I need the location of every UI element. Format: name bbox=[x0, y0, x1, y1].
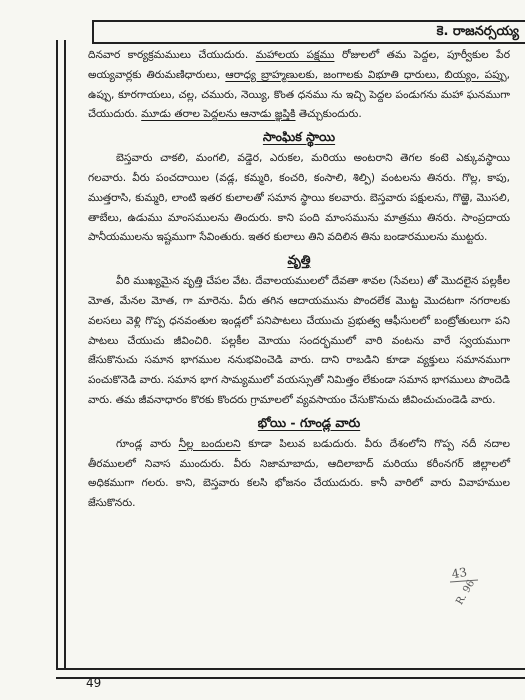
page-content bbox=[88, 46, 510, 514]
paragraph-social-status: బెస్తవారు చాకలి, మంగలి, వడ్డెర, ఎరుకల, మరియు అంటరాని తెగల కంటె ఎక్కువస్థాయి గలవారు. వీరు పంచదాయిల (వడ్ల, కమ్మరి, కంచరి, కంసాలి, శిల్పి) వంటలను తినరు. గొల్ల, కాపు, ముత్తరాసి, కుమ్మరి, లాంటి ఇతర కులాలతో సమాన స్థాయి కలవారు. బెస్తవారు పక్షులను, గొఱ్ఱె, మొసలి, తాబేలు, ఉడుము మాంసములను తిందురు. కాని పంది మాంసమును మాత్రము తినరు. సాంప్రదాయ పానీయములను ఇష్టముగా సేవింతురు. ఇతర కులాలు తిని వదిలిన తిను బండారములను ముట్టరు. bbox=[88, 152, 510, 244]
author-header-bar bbox=[92, 20, 525, 44]
heading-social-status bbox=[88, 125, 510, 149]
text-span: దినవార కార్యక్రమములు చేయుదురు. bbox=[88, 49, 256, 61]
text-span: , ఉప్పు, కూరగాయలు, చల్ల, చమురు, నెయ్యి, కొంత ధనము ను ఇచ్చి పెద్దల పండుగను మహా ఘనముగా చేయుదురు. bbox=[88, 68, 510, 121]
underlined-text: మహాలయ పక్షము bbox=[255, 49, 335, 61]
underlined-text: నీల్ల బందులని bbox=[178, 437, 241, 450]
handwritten-annotation bbox=[448, 560, 486, 612]
heading-bhoi-gundla bbox=[88, 411, 510, 435]
paragraph-rituals bbox=[88, 46, 510, 125]
handwritten-top: 43 bbox=[450, 564, 469, 582]
text-span: కూడా పిలువ బడుదురు. వీరు దేశంలోని గొప్ప నదీ నదాల తీరములలో నివాస ముందురు. వీరు నిజామాబాదు, ఆదిలాబాద్ మరియు కరీంనగర్ జిల్లాలలో అధికముగా గలరు. కాని, బెస్తవారు కలసి భోజనం చేయుదురు. కానీ వారిలో వారు వివాహముల జేసుకొనరు. bbox=[88, 437, 510, 510]
underlined-text: ఆరాధ్య బ్రాహ్మణులకు, జంగాలకు విభూతి ధారులు, బియ్యం, పప్పు bbox=[225, 68, 507, 81]
heading-occupation bbox=[88, 248, 510, 272]
paragraph-bhoi-gundla bbox=[88, 435, 510, 514]
text-span: రోజులలో తమ పెద్దల, పూర్వీకుల పేర అయ్యవార్లకు తిరుమణిధారులు, bbox=[88, 49, 511, 81]
heading-text: సాంఘిక స్థాయి bbox=[262, 129, 336, 145]
heading-text: భోయి - గూండ్ల వారు bbox=[257, 414, 361, 430]
text-span: గూండ్ల వారు bbox=[116, 437, 179, 450]
page-number: 49 bbox=[86, 676, 102, 690]
text-span: తెచ్చుకుందురు. bbox=[295, 108, 362, 121]
left-margin-rule bbox=[56, 40, 66, 670]
underlined-text: మూడు తరాల పెద్దలను ఆనాడు జ్ఞప్తికి bbox=[141, 108, 296, 121]
heading-text: వృత్తి bbox=[287, 252, 311, 268]
author-name: కె. రాజనర్సయ్య bbox=[436, 24, 519, 39]
handwritten-bottom: R. 96 bbox=[454, 578, 478, 607]
paragraph-occupation: వీరి ముఖ్యమైన వృత్తి చేపల వేట. దేవాలయములలో దేవతా శావల (సేవలు) తో మొదలైన పల్లకీల మోత, మేనల మోత, గా మారెను. వీరు తగిన ఆదాయమును పొందలేక మొట్ట మొదటగా నగరాలకు వలసలు వెళ్లి గొప్ప ధనవంతుల ఇండ్లలో పనిపాటలు చేయుచు ప్రభుత్వ ఆఫీసులలో బంట్రోతులుగా పని పాటలు చేయుచు జీవించిరి. పల్లకీల మోయు సందర్భములో వారి వంటను వారే స్వయముగా జేసుకొనుచు సమాన భాగముల ననుభవించెడి వారు. దాని రాబడిని కూడా వ్యక్తులు సమానముగా పంచుకొనెడి వారు. సమాన భాగ సామ్యములో వయస్సుతో నిమిత్తం లేకుండా సమాన భాగములు పొందెడి వారు. తమ జీవనాధారం కొరకు కొందరు గ్రామాలలో వ్యవసాయం చేసుకొనుచు జీవించుచుండెడి వారు. bbox=[88, 275, 510, 406]
bottom-rule bbox=[56, 668, 525, 679]
